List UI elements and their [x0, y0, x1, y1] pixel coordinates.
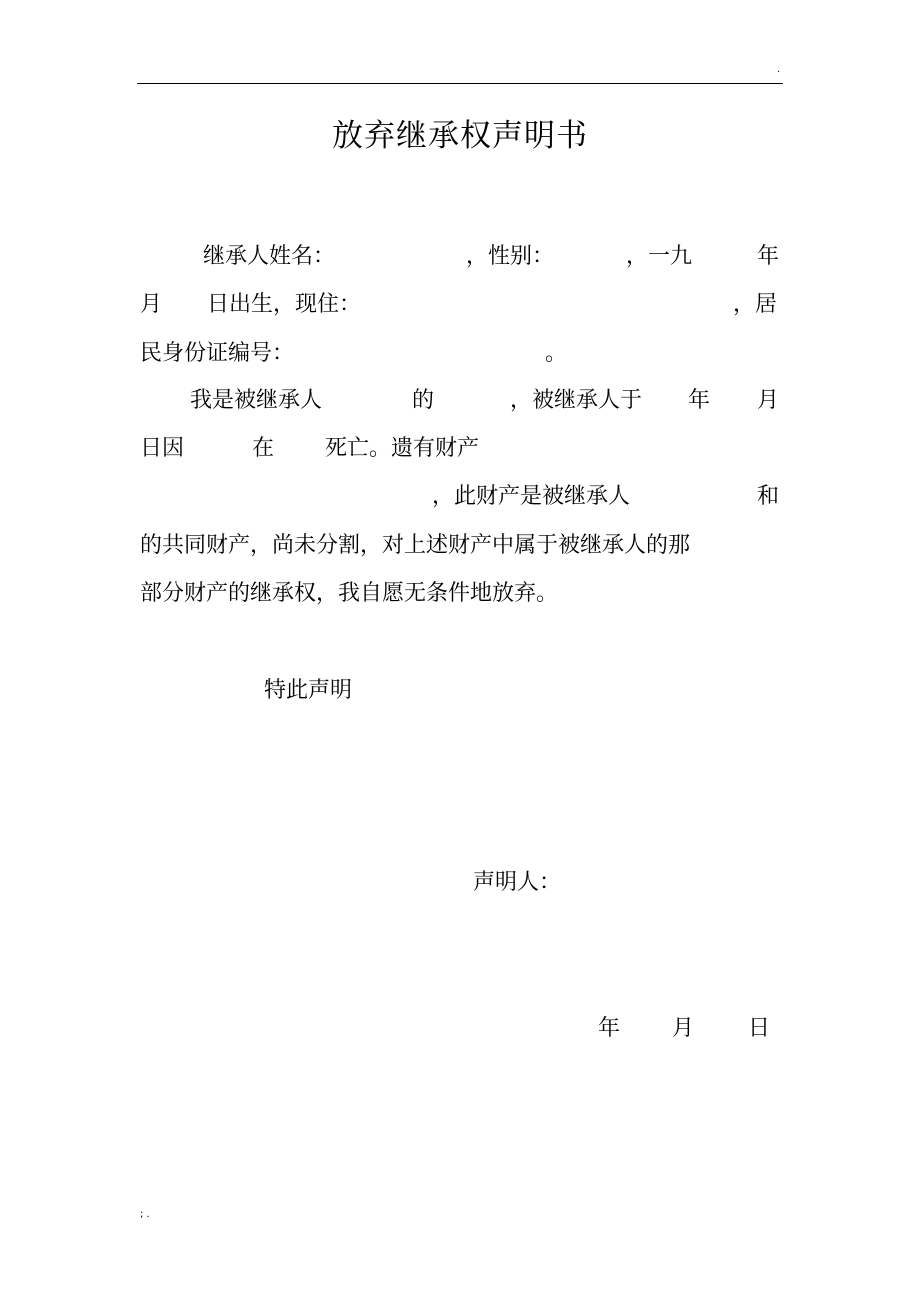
id-number-end: 。 — [545, 341, 568, 366]
decedent-relation-text: 我是被继承人 — [190, 388, 323, 413]
death-date-prefix: ，被继承人于 — [510, 388, 643, 413]
date-month-label: 月 — [672, 1016, 695, 1041]
closing-statement: 特此声明 — [264, 678, 353, 703]
estate-label: 死亡。遗有财产 — [325, 436, 480, 461]
header-dot: . — [777, 64, 781, 75]
death-month-label: 月 — [757, 388, 780, 413]
id-number-label: 民身份证编号： — [140, 341, 295, 366]
joint-property-text: ，此财产是被继承人 — [432, 484, 631, 509]
renunciation-line-2: 部分财产的继承权，我自愿无条件地放弃。 — [140, 581, 559, 606]
relation-particle: 的 — [412, 388, 435, 413]
date-year-label: 年 — [598, 1016, 621, 1041]
footer-mark: ; . — [140, 1209, 150, 1220]
birth-day-address-label: 日出生，现住： — [207, 292, 362, 317]
gender-label: ，性别： — [466, 244, 555, 269]
date-day-label: 日 — [748, 1016, 771, 1041]
birth-year-prefix: ，一九 — [626, 244, 693, 269]
header-rule — [137, 83, 783, 84]
death-year-label: 年 — [688, 388, 711, 413]
renunciation-line-1: 的共同财产，尚未分割，对上述财产中属于被继承人的那 — [140, 533, 691, 558]
birth-month-label: 月 — [140, 292, 163, 317]
joint-owner-conjunction: 和 — [757, 484, 780, 509]
residence-suffix: ，居 — [733, 292, 778, 317]
document-title: 放弃继承权声明书 — [332, 118, 588, 154]
death-place-label: 在 — [252, 436, 275, 461]
death-day-cause-label: 日因 — [140, 436, 185, 461]
birth-year-label: 年 — [757, 244, 780, 269]
signer-label: 声明人： — [473, 870, 562, 895]
heir-name-label: 继承人姓名： — [203, 244, 336, 269]
